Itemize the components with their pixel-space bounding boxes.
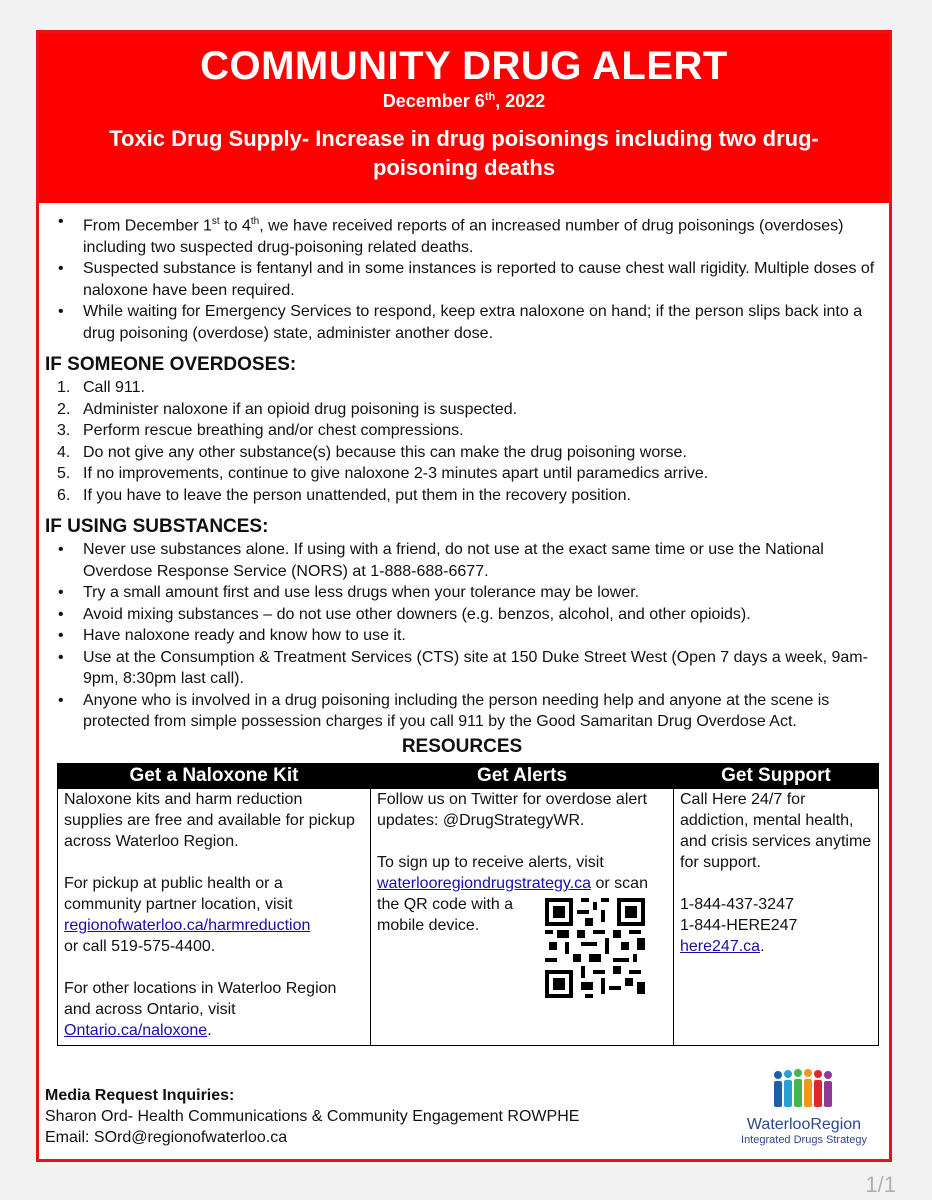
alert-date: December 6th, 2022 bbox=[382, 91, 546, 111]
alert-sheet bbox=[36, 30, 892, 1162]
list-item: 5. If no improvements, continue to give naloxone 2-3 minutes apart until paramedics arrive. bbox=[57, 465, 709, 483]
list-item: • Use at the Consumption & Treatment Services (CTS) site at 150 Duke Street West (Open 7 days a week, 9am-9pm, 8:30pm last call). bbox=[45, 647, 879, 690]
list-item: • Try a small amount first and use less drugs when your tolerance may be lower. bbox=[45, 582, 879, 604]
naloxone-other-text: For other locations in Waterloo Region and across Ontario, visit Ontario.ca/naloxone. bbox=[64, 979, 337, 1039]
alert-subtitle: Toxic Drug Supply- Increase in drug poisonings including two drug-poisoning deaths bbox=[109, 126, 819, 180]
list-item: 4. Do not give any other substance(s) because this can make the drug poisoning worse. bbox=[57, 443, 687, 461]
substances-bullet-list bbox=[45, 539, 879, 733]
list-item: • Suspected substance is fentanyl and in some instances is reported to cause chest wall rigidity. Multiple doses of naloxone have been required. bbox=[45, 258, 879, 301]
support-phone-1: 1-844-437-3247 bbox=[680, 895, 794, 913]
list-item: 1. Call 911. bbox=[57, 379, 145, 397]
harmreduction-link[interactable]: regionofwaterloo.ca/harmreduction bbox=[64, 916, 311, 934]
alert-title: COMMUNITY DRUG ALERT bbox=[200, 44, 728, 88]
substances-heading: IF USING SUBSTANCES: bbox=[45, 516, 269, 538]
support-column-header: Get Support bbox=[674, 763, 879, 788]
intro-bullet-list bbox=[45, 211, 879, 344]
drugstrategy-link[interactable]: waterlooregiondrugstrategy.ca bbox=[377, 874, 592, 892]
alert-header bbox=[39, 33, 889, 203]
list-item: 2. Administer naloxone if an opioid drug poisoning is suspected. bbox=[57, 400, 518, 418]
alert-body bbox=[39, 203, 889, 1046]
media-contact-email: Email: SOrd@regionofwaterloo.ca bbox=[45, 1129, 288, 1146]
list-item: 6. If you have to leave the person unattended, put them in the recovery position. bbox=[57, 486, 631, 504]
list-item: • Have naloxone ready and know how to use it. bbox=[45, 625, 879, 647]
list-item: • Never use substances alone. If using with a friend, do not use at the exact same time or use the National Overdose Response Service (NORS) at 1-888-688-6677. bbox=[45, 539, 879, 582]
media-inquiries bbox=[45, 1085, 579, 1148]
logo-name: WaterlooRegion bbox=[746, 1116, 862, 1133]
naloxone-cell bbox=[58, 788, 371, 1045]
overdose-steps bbox=[45, 377, 879, 506]
list-item: 3. Perform rescue breathing and/or chest compressions. bbox=[57, 422, 464, 440]
page-indicator: 1/1 bbox=[865, 1172, 896, 1197]
media-heading: Media Request Inquiries: bbox=[45, 1087, 235, 1104]
logo-tagline: Integrated Drugs Strategy bbox=[741, 1134, 867, 1146]
alerts-signup-text: To sign up to receive alerts, visit waterlooregiondrugstrategy.ca or scan the QR code with a mobile device. bbox=[377, 852, 667, 936]
list-item: • From December 1st to 4th, we have received reports of an increased number of drug poisonings (overdoses) including two suspected drug-poisoning related deaths. bbox=[45, 211, 879, 258]
naloxone-pickup-text: For pickup at public health or a community partner location, visit regionofwaterloo.ca/harmreduction or call 519-575-4400. bbox=[64, 874, 311, 955]
list-item: • Anyone who is involved in a drug poisoning including the person needing help and anyone at the scene is protected from simple possession charges if you call 911 by the Good Samaritan Drug Overdose Act. bbox=[45, 690, 879, 733]
alerts-cell bbox=[371, 788, 674, 1045]
list-item: • Avoid mixing substances – do not use other downers (e.g. benzos, alcohol, and other opioids). bbox=[45, 604, 879, 626]
overdose-heading: IF SOMEONE OVERDOSES: bbox=[45, 354, 297, 376]
here247-link[interactable]: here247.ca bbox=[680, 937, 761, 955]
media-contact-name: Sharon Ord- Health Communications & Community Engagement ROWPHE bbox=[45, 1108, 580, 1125]
waterloo-region-logo bbox=[739, 1069, 869, 1147]
alerts-twitter-text: Follow us on Twitter for overdose alert updates: @DrugStrategyWR. bbox=[377, 790, 648, 829]
list-item: • While waiting for Emergency Services to respond, keep extra naloxone on hand; if the person slips back into a drug poisoning (overdose) state, administer another dose. bbox=[45, 301, 879, 344]
people-logo-icon bbox=[769, 1069, 839, 1111]
naloxone-column-header: Get a Naloxone Kit bbox=[58, 763, 371, 788]
resources-table bbox=[57, 763, 879, 1046]
naloxone-intro-text: Naloxone kits and harm reduction supplies are free and available for pickup across Waterloo Region. bbox=[64, 790, 355, 850]
ontario-naloxone-link[interactable]: Ontario.ca/naloxone bbox=[64, 1021, 208, 1039]
resources-heading: RESOURCES bbox=[401, 735, 523, 757]
qr-code-icon[interactable] bbox=[545, 898, 645, 998]
support-text: Call Here 24/7 for addiction, mental health, and crisis services anytime for support. bbox=[680, 790, 872, 871]
support-phone-2: 1-844-HERE247 bbox=[680, 916, 798, 934]
support-cell bbox=[674, 788, 879, 1045]
alerts-column-header: Get Alerts bbox=[371, 763, 674, 788]
support-link-line: here247.ca. bbox=[680, 937, 765, 955]
